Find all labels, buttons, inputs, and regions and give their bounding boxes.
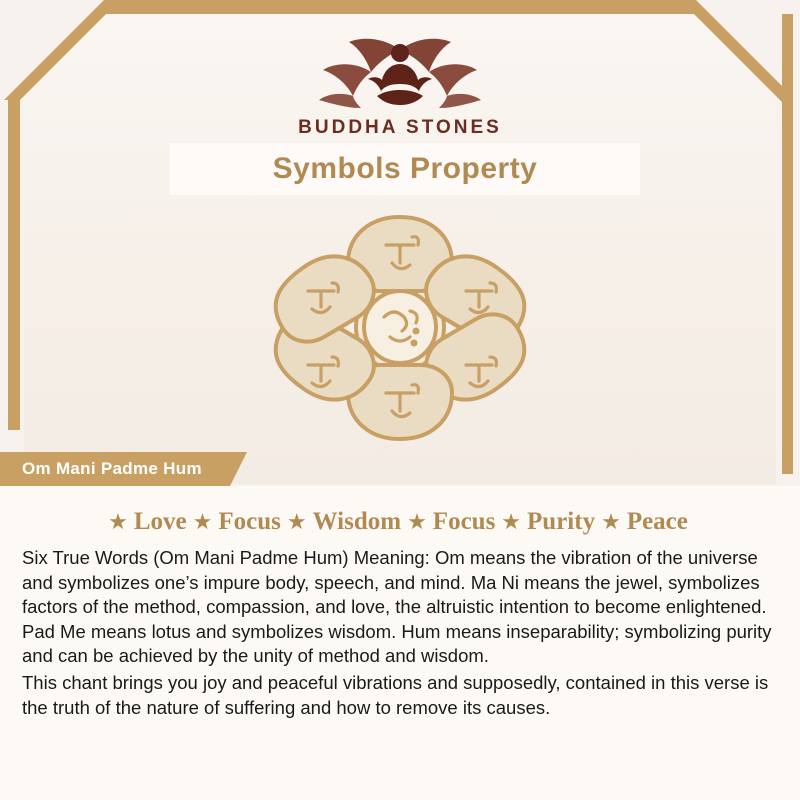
description-paragraph-2: This chant brings you joy and peaceful vibrations and supposedly, contained in this verse is the truth of the nature of suffering and how to remove its causes. xyxy=(22,671,769,718)
page-title: Symbols Property xyxy=(272,152,538,185)
keyword-item: Love xyxy=(133,508,187,535)
tag-label: Om Mani Padme Hum xyxy=(22,459,202,478)
keyword-item: Focus xyxy=(218,508,281,535)
keyword-item: Purity xyxy=(527,508,596,535)
om-mani-padme-hum-mandala-icon xyxy=(240,205,560,455)
description-paragraph-1: Six True Words (Om Mani Padme Hum) Meaning: Om means the vibration of the universe and symbolizes one’s impure body, speech, and mind. Ma Ni means the jewel, symbolizes factors of the method, compassion, and love, the altruistic intention to become enlightened. Pad Me means lotus and symbolizes wisdom. Hum means inseparability; symbolizing purity and can be achieved by the unity of method and wisdom. xyxy=(22,547,772,667)
description-section xyxy=(0,486,800,800)
title-banner xyxy=(170,143,640,195)
star-icon: ★ xyxy=(407,509,427,534)
brand-logo xyxy=(0,20,800,139)
tag-om-mani-padme-hum xyxy=(0,452,230,486)
star-icon: ★ xyxy=(192,509,213,534)
star-icon: ★ xyxy=(286,509,307,534)
star-icon: ★ xyxy=(108,509,128,534)
brand-name: BUDDHA STONES xyxy=(298,117,502,138)
keyword-item: Wisdom xyxy=(312,508,402,535)
lotus-meditation-icon xyxy=(305,20,495,115)
keyword-item: Focus xyxy=(432,508,496,535)
star-icon: ★ xyxy=(501,509,522,534)
description-text xyxy=(0,536,800,720)
keyword-list xyxy=(0,486,800,536)
keyword-item: Peace xyxy=(626,508,688,535)
star-icon: ★ xyxy=(601,509,621,534)
mandala-illustration xyxy=(0,205,800,455)
